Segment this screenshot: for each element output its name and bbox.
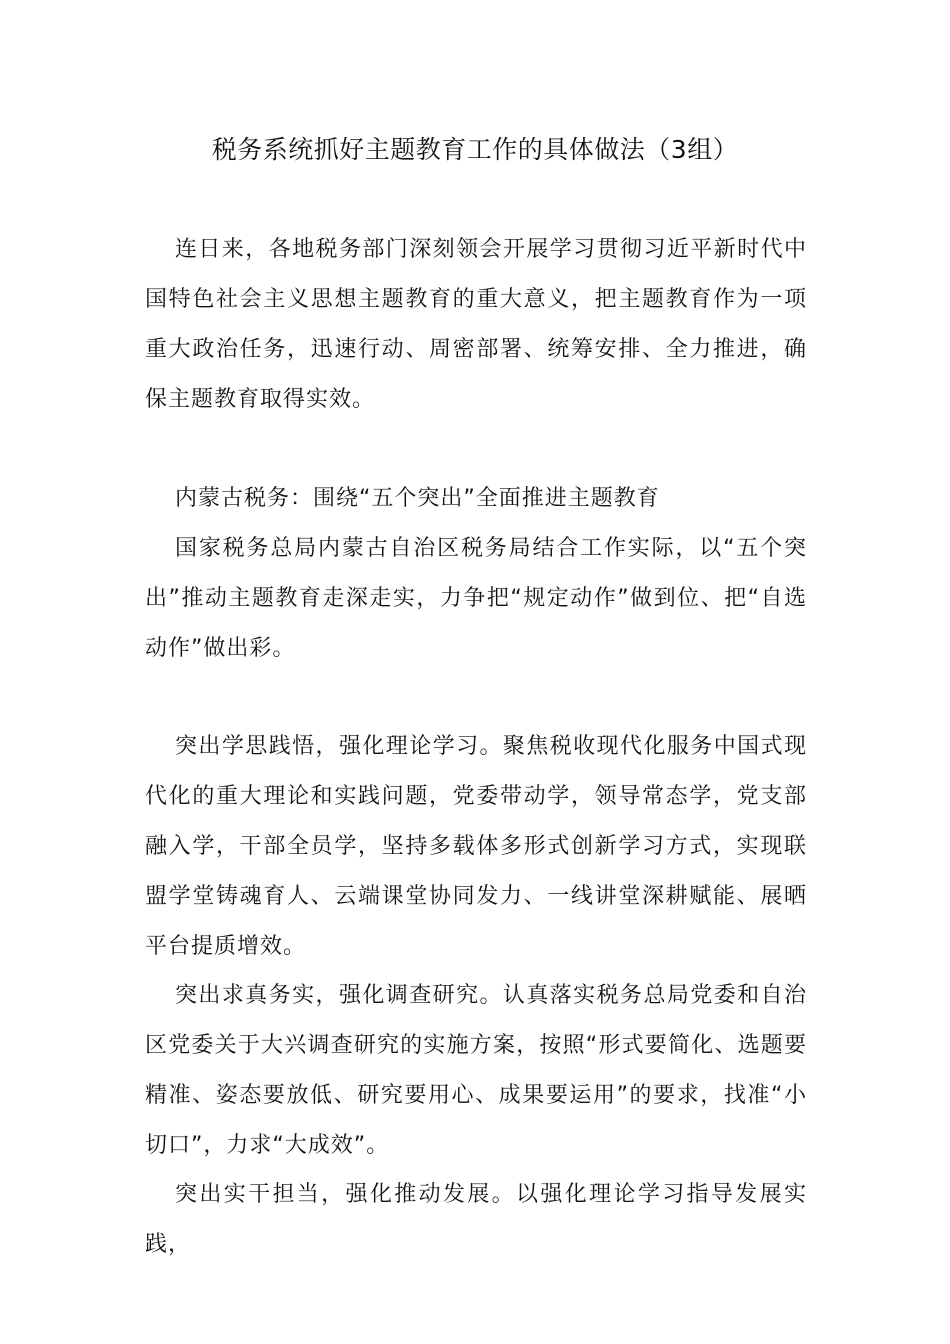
body-paragraph-development: 突出实干担当，强化推动发展。以强化理论学习指导发展实践， bbox=[145, 1182, 807, 1257]
intro-paragraph: 连日来，各地税务部门深刻领会开展学习贯彻习近平新时代中国特色社会主义思想主题教育的重大意义，把主题教育作为一项重大政治任务，迅速行动、周密部署、统筹安排、全力推进，确保主题教育取得实效。 bbox=[145, 237, 807, 412]
section-intro-paragraph: 国家税务总局内蒙古自治区税务局结合工作实际，以“五个突出”推动主题教育走深走实，力争把“规定动作”做到位、把“自选动作”做出彩。 bbox=[145, 536, 807, 661]
document-title: 税务系统抓好主题教育工作的具体做法（3组） bbox=[211, 135, 739, 164]
body-paragraph-theory-study: 突出学思践悟，强化理论学习。聚焦税收现代化服务中国式现代化的重大理论和实践问题，党委带动学，领导常态学，党支部融入学，干部全员学，坚持多载体多形式创新学习方式，实现联盟学堂铸魂育人、云端课堂协同发力、一线讲堂深耕赋能、展晒平台提质增效。 bbox=[145, 734, 807, 959]
section-heading: 内蒙古税务：围绕“五个突出”全面推进主题教育 bbox=[175, 486, 660, 511]
body-paragraph-research: 突出求真务实，强化调查研究。认真落实税务总局党委和自治区党委关于大兴调查研究的实施方案，按照“形式要简化、选题要精准、姿态要放低、研究要用心、成果要运用”的要求，找准“小切口”，力求“大成效”。 bbox=[145, 983, 807, 1158]
